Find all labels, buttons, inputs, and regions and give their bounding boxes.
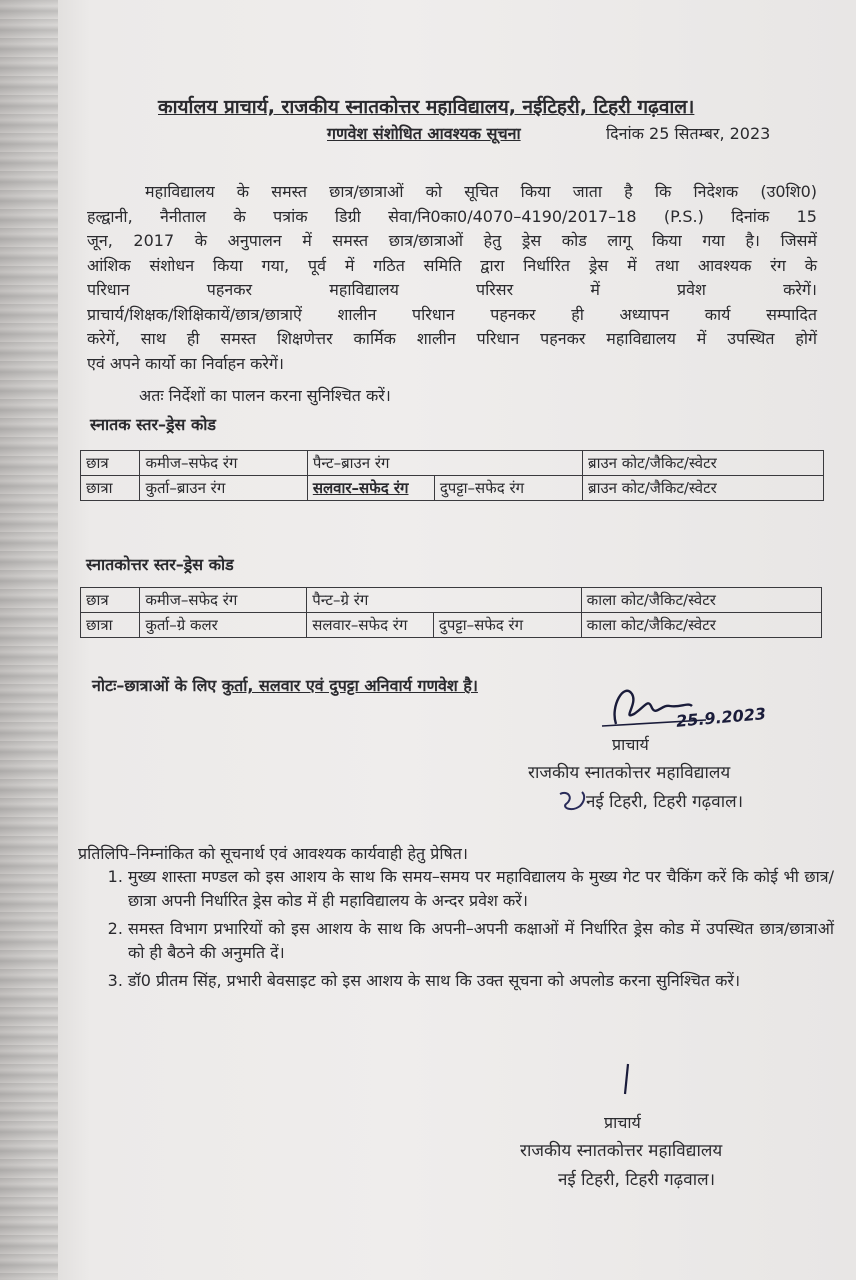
college-name: राजकीय स्नातकोत्तर महाविद्यालय: [528, 763, 731, 783]
table-row: [81, 613, 822, 638]
designation: प्राचार्य: [612, 735, 649, 754]
list-item: 2. समस्त विभाग प्रभारियों को इस आशय के साथ कि अपनी–अपनी कक्षाओं में निर्धारित ड्रेस कोड में उपस्थित छात्र/छात्राओं को ही बैठने की अनुमति दें।: [128, 917, 834, 965]
pg-dress-table: [80, 587, 822, 638]
notice-body: [87, 180, 817, 376]
body-line: करेगें, साथ ही समस्त शिक्षणेत्तर कार्मिक शालीन परिधान पहनकर महाविद्यालय में उपस्थित होगें: [87, 329, 817, 348]
table-cell: छात्र: [81, 451, 140, 476]
table-cell: कुर्ता–ब्राउन रंग: [140, 476, 307, 501]
table-cell: छात्रा: [81, 476, 140, 501]
body-line: आंशिक संशोधन किया गया, पूर्व में गठित समिति द्वारा निर्धारित ड्रेस में तथा आवश्यक रंग के: [87, 255, 817, 275]
instruction-line: अतः निर्देशों का पालन करना सुनिश्चित करें।: [139, 386, 391, 405]
ug-dress-table: [80, 450, 824, 501]
signature-block-2: [520, 1108, 723, 1195]
list-item: 1. मुख्य शास्ता मण्डल को इस आशय के साथ कि समय–समय पर महाविद्यालय के मुख्य गेट पर चैकिंग करें कि कोई भी छात्र/छात्रा अपनी निर्धारित ड्रेस कोड में ही महाविद्यालय के अन्दर प्रवेश करें।: [128, 865, 834, 913]
college-name: राजकीय स्नातकोत्तर महाविद्यालय: [520, 1141, 723, 1161]
table-cell: दुपट्टा–सफेद रंग: [434, 476, 582, 501]
table-row: [81, 451, 824, 476]
notice-subtitle: गणवेश संशोधित आवश्यक सूचना: [327, 124, 521, 143]
body-line: महाविद्यालय के समस्त छात्र/छात्राओं को सूचित किया जाता है कि निदेशक (उ0शि0): [145, 182, 817, 201]
signature-block-1: [528, 730, 744, 817]
body-line: हल्द्वानी, नैनीताल के पत्रांक डिग्री सेवा/नि0का0/4070–4190/2017–18 (P.S.) दिनांक 15: [87, 206, 817, 226]
signature-date: 25.9.2023: [675, 704, 767, 731]
table-cell: काला कोट/जैकिट/स्वेटर: [581, 613, 821, 638]
copy-list: [96, 865, 834, 993]
table-cell: ब्राउन कोट/जैकिट/स्वेटर: [583, 476, 824, 501]
table-cell: पैन्ट–ब्राउन रंग: [307, 451, 582, 476]
designation: प्राचार्य: [604, 1113, 641, 1132]
initial-mark-icon: [556, 788, 590, 814]
place-name: नई टिहरी, टिहरी गढ़वाल।: [586, 792, 744, 812]
body-line: एवं अपने कार्यो का निर्वाहन करेगें।: [87, 353, 284, 373]
table-cell: दुपट्टा–सफेद रंग: [433, 613, 581, 638]
table-cell: ब्राउन कोट/जैकिट/स्वेटर: [583, 451, 824, 476]
copy-intro: प्रतिलिपि–निम्नांकित को सूचनार्थ एवं आवश्यक कार्यवाही हेतु प्रेषित।: [78, 844, 468, 863]
table-row: [81, 476, 824, 501]
note-prefix: नोटः–छात्राओं के लिए: [92, 676, 217, 695]
ug-dress-code-title: स्नातक स्तर–ड्रेस कोड: [90, 415, 216, 434]
place-name: नई टिहरी, टिहरी गढ़वाल।: [558, 1170, 716, 1190]
scan-shadow-edge: [0, 0, 58, 1280]
list-item: 3. डॉ0 प्रीतम सिंह, प्रभारी बेवसाइट को इस आशय के साथ कि उक्त सूचना को अपलोड करना सुनिश्चित करें।: [128, 969, 834, 993]
table-cell: कमीज–सफेद रंग: [140, 451, 307, 476]
body-line: जून, 2017 के अनुपालन में समस्त छात्र/छात्राओं हेतु ड्रेस कोड लागू किया गया है। जिसमें: [87, 231, 817, 250]
table-cell: सलवार–सफेद रंग: [307, 613, 434, 638]
office-title: कार्यालय प्राचार्य, राजकीय स्नातकोत्तर महाविद्यालय, नईटिहरी, टिहरी गढ़वाल।: [158, 96, 695, 118]
table-cell: पैन्ट–ग्रे रंग: [307, 588, 581, 613]
note-underlined: कुर्ता, सलवार एवं दुपट्टा अनिवार्य गणवेश है।: [221, 676, 478, 695]
signature-stroke-icon: [620, 1062, 634, 1096]
mandatory-note: [92, 674, 478, 696]
table-cell: छात्र: [81, 588, 140, 613]
pg-dress-code-title: स्नातकोत्तर स्तर–ड्रेस कोड: [86, 555, 234, 574]
table-cell: सलवार–सफेद रंग: [307, 476, 434, 501]
body-line: परिधान पहनकर महाविद्यालय परिसर में प्रवेश करेगें।: [87, 280, 817, 299]
table-cell: छात्रा: [81, 613, 140, 638]
table-cell: कुर्ता–ग्रे कलर: [140, 613, 307, 638]
notice-date: दिनांक 25 सितम्बर, 2023: [606, 124, 771, 143]
table-cell: काला कोट/जैकिट/स्वेटर: [581, 588, 821, 613]
table-cell: कमीज–सफेद रंग: [140, 588, 307, 613]
table-row: [81, 588, 822, 613]
body-line: प्राचार्य/शिक्षक/शिक्षिकायें/छात्र/छात्राऐं शालीन परिधान पहनकर ही अध्यापन कार्य सम्पादित: [87, 304, 817, 324]
